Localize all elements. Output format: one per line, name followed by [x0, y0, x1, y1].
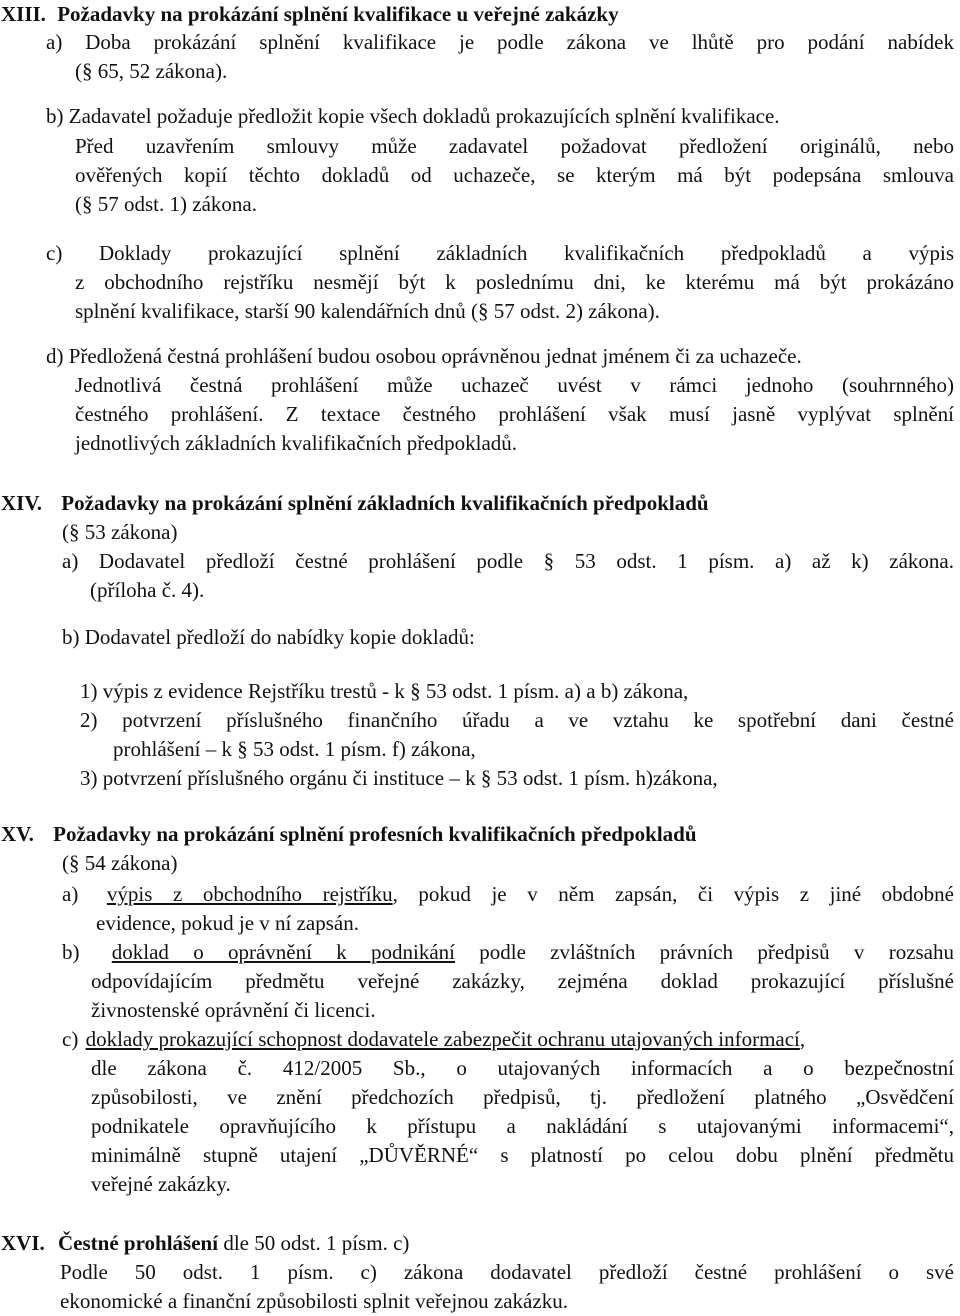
sec15-item-b-line2: odpovídajícím předmětu veřejné zakázky, zejména doklad prokazující příslušné: [91, 969, 954, 993]
section-15-title: Požadavky na prokázání splnění profesních kvalifikačních předpokladů: [53, 822, 697, 846]
section-14-title: Požadavky na prokázání splnění základních kvalifikačních předpokladů: [61, 491, 709, 515]
section-15-number: XV.: [1, 822, 34, 846]
sec13-item-d-line4: jednotlivých základních kvalifikačních předpokladů.: [75, 431, 518, 455]
section-13-title: Požadavky na prokázání splnění kvalifikace u veřejné zakázky: [57, 2, 619, 26]
sec13-item-c-line1: c) Doklady prokazující splnění základních kvalifikačních předpokladů a výpis: [46, 241, 954, 265]
sec15-item-c-line5: minimálně stupně utajení „DŮVĚRNÉ“ s platností po celou dobu plnění předmětu: [91, 1143, 954, 1167]
sec14-item-a-line1: a) Dodavatel předloží čestné prohlášení podle § 53 odst. 1 písm. a) až k) zákona.: [62, 549, 954, 573]
section-16-title-bold: Čestné prohlášení: [58, 1231, 219, 1255]
sec14-item-a-line2: (příloha č. 4).: [90, 578, 205, 602]
sec14-reference: (§ 53 zákona): [62, 520, 178, 544]
section-16-heading: [1, 1229, 409, 1258]
sec13-item-c-line3: splnění kvalifikace, starší 90 kalendářních dnů (§ 57 odst. 2) zákona).: [75, 299, 660, 323]
sec15-item-b-line1: [62, 938, 954, 967]
sec14-list-item-2-line1: 2) potvrzení příslušného finančního úřadu a ve vztahu ke spotřební dani čestné: [80, 708, 954, 732]
sec15-item-a-line2: evidence, pokud je v ní zapsán.: [96, 911, 359, 935]
sec14-list-item-1: 1) výpis z evidence Rejstříku trestů - k § 53 odst. 1 písm. a) a b) zákona,: [80, 679, 689, 703]
sec15-item-c-rest: ,: [799, 1027, 806, 1051]
sec15-item-a-underlined: výpis z obchodního rejstříku: [106, 882, 393, 906]
sec13-item-d-line2: Jednotlivá čestná prohlášení může uchazeč uvést v rámci jednoho (souhrnného): [75, 373, 954, 397]
sec15-item-b-underlined: doklad o oprávnění k podnikání: [111, 940, 455, 964]
section-16-number: XVI.: [1, 1231, 45, 1255]
sec15-item-a-line1: [62, 880, 954, 909]
sec15-item-b-label: b): [62, 940, 80, 964]
section-16-title-rest: dle 50 odst. 1 písm. c): [218, 1231, 410, 1255]
sec15-item-c-line4: podnikatele opravňujícího k přístupu a nakládání s utajovanými informacemi“,: [91, 1114, 954, 1138]
sec15-item-c-line6: veřejné zakázky.: [91, 1172, 231, 1196]
sec15-item-b-rest: podle zvláštních právních předpisů v rozsahu: [454, 940, 955, 964]
sec13-item-b-line2: Před uzavřením smlouvy může zadavatel požadovat předložení originálů, nebo: [75, 134, 954, 158]
section-15-heading: [1, 820, 697, 849]
sec15-item-c-underlined: doklady prokazující schopnost dodavatele zabezpečit ochranu utajovaných informací: [85, 1027, 800, 1051]
sec15-reference: (§ 54 zákona): [62, 851, 178, 875]
sec13-item-a-line2: (§ 65, 52 zákona).: [75, 59, 228, 83]
sec14-item-b-line1: b) Dodavatel předloží do nabídky kopie dokladů:: [62, 625, 475, 649]
sec13-item-d-line3: čestného prohlášení. Z textace čestného prohlášení však musí jasně vyplývat splnění: [75, 402, 954, 426]
sec13-item-d-line1: d) Předložená čestná prohlášení budou osobou oprávněnou jednat jménem či za uchazeče.: [46, 344, 802, 368]
sec14-list-item-3: 3) potvrzení příslušného orgánu či instituce – k § 53 odst. 1 písm. h)zákona,: [80, 766, 718, 790]
sec15-item-a-rest: , pokud je v něm zapsán, či výpis z jiné obdobné: [392, 882, 954, 906]
sec15-item-b-line3: živnostenské oprávnění či licenci.: [91, 998, 376, 1022]
sec16-paragraph-line2: ekonomické a finanční způsobilosti splnit veřejnou zakázku.: [60, 1289, 568, 1313]
sec13-item-c-line2: z obchodního rejstříku nesmějí být k poslednímu dni, ke kterému má být prokázáno: [75, 270, 954, 294]
section-13-heading: [1, 0, 619, 29]
sec15-item-a-label: a): [62, 882, 79, 906]
sec15-item-c-line1: [62, 1025, 805, 1054]
sec14-list-item-2-line2: prohlášení – k § 53 odst. 1 písm. f) zákona,: [113, 737, 476, 761]
sec13-item-b-line1: b) Zadavatel požaduje předložit kopie všech dokladů prokazujících splnění kvalifikace.: [46, 104, 780, 128]
section-14-number: XIV.: [1, 491, 43, 515]
section-14-heading: [1, 489, 709, 518]
sec15-item-c-line3: způsobilosti, ve znění předchozích předpisů, tj. předložení platného „Osvědčení: [91, 1085, 954, 1109]
sec13-item-a-line1: a) Doba prokázání splnění kvalifikace je podle zákona ve lhůtě pro podání nabídek: [46, 30, 954, 54]
section-13-number: XIII.: [1, 2, 46, 26]
sec16-paragraph-line1: Podle 50 odst. 1 písm. c) zákona dodavatel předloží čestné prohlášení o své: [60, 1260, 954, 1284]
sec13-item-b-line3: ověřených kopií těchto dokladů od uchazeče, se kterým má být podepsána smlouva: [75, 163, 954, 187]
sec15-item-c-line2: dle zákona č. 412/2005 Sb., o utajovaných informacích a o bezpečnostní: [91, 1056, 954, 1080]
sec13-item-b-line4: (§ 57 odst. 1) zákona.: [75, 192, 257, 216]
sec15-item-c-label: c): [62, 1027, 79, 1051]
